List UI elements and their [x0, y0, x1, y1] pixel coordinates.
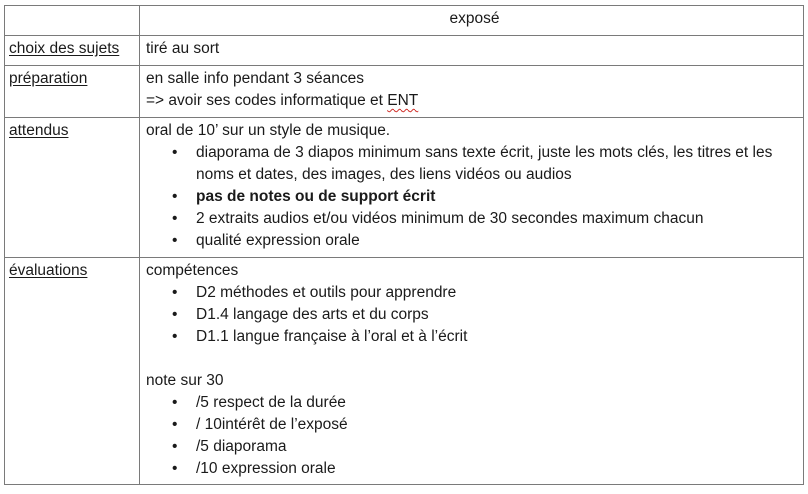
content-intro: compétences — [146, 262, 239, 279]
row-label: choix des sujets — [9, 40, 120, 57]
blank-line — [146, 348, 803, 370]
row-label-cell — [5, 258, 140, 485]
bullet-item: • D1.1 langue française à l’oral et à l’écrit — [146, 326, 803, 348]
row-label: évaluations — [9, 262, 88, 279]
content-line — [146, 90, 803, 112]
bullet-icon: • — [172, 438, 178, 455]
bullet-icon: • — [172, 306, 178, 323]
assignment-table — [4, 5, 804, 485]
bullet-icon: • — [172, 416, 178, 433]
bullet-icon: • — [172, 188, 178, 205]
row-label: attendus — [9, 122, 69, 139]
bullet-icon: • — [172, 460, 178, 477]
bullet-list — [146, 142, 803, 252]
bullet-icon: • — [172, 210, 178, 227]
content-intro: note sur 30 — [146, 372, 224, 389]
content-intro: oral de 10’ sur un style de musique. — [146, 122, 391, 139]
row-choix-des-sujets — [5, 36, 804, 66]
bullet-item: • /10 expression orale — [146, 458, 803, 480]
bullet-icon: • — [172, 144, 178, 161]
row-content-cell — [140, 36, 804, 66]
row-preparation — [5, 66, 804, 118]
row-content-cell — [140, 118, 804, 258]
bullet-item: • D2 méthodes et outils pour apprendre — [146, 282, 803, 304]
bullet-icon: • — [172, 394, 178, 411]
spellcheck-marked-word: ENT — [387, 92, 419, 109]
header-empty-cell — [5, 6, 140, 36]
bullet-icon: • — [172, 284, 178, 301]
row-content-cell — [140, 258, 804, 485]
bullet-item: • 2 extraits audios et/ou vidéos minimum de 30 secondes maximum chacun — [146, 208, 803, 230]
bullet-icon: • — [172, 328, 178, 345]
bullet-icon: • — [172, 232, 178, 249]
row-evaluations — [5, 258, 804, 485]
bullet-list — [146, 392, 803, 480]
content-line: tiré au sort — [146, 40, 220, 57]
table-title: exposé — [449, 10, 500, 27]
bullet-item: • D1.4 langage des arts et du corps — [146, 304, 803, 326]
bullet-item: • diaporama de 3 diapos minimum sans texte écrit, juste les mots clés, les titres et les noms et dates, des images, des liens vidéos ou audios — [172, 144, 773, 183]
row-content-cell — [140, 66, 804, 118]
row-label: préparation — [9, 70, 88, 87]
header-title-cell — [140, 6, 804, 36]
bullet-item: • qualité expression orale — [146, 230, 803, 252]
table-header-row — [5, 6, 804, 36]
content-line: en salle info pendant 3 séances — [146, 70, 365, 87]
content-text: => avoir ses codes informatique et — [146, 92, 388, 109]
row-attendus — [5, 118, 804, 258]
bullet-item: • pas de notes ou de support écrit — [146, 186, 803, 208]
row-label-cell — [5, 118, 140, 258]
bullet-item: • /5 respect de la durée — [146, 392, 803, 414]
bullet-list — [146, 282, 803, 348]
row-label-cell — [5, 36, 140, 66]
bullet-item: • /5 diaporama — [146, 436, 803, 458]
bullet-item: • / 10intérêt de l’exposé — [146, 414, 803, 436]
row-label-cell — [5, 66, 140, 118]
